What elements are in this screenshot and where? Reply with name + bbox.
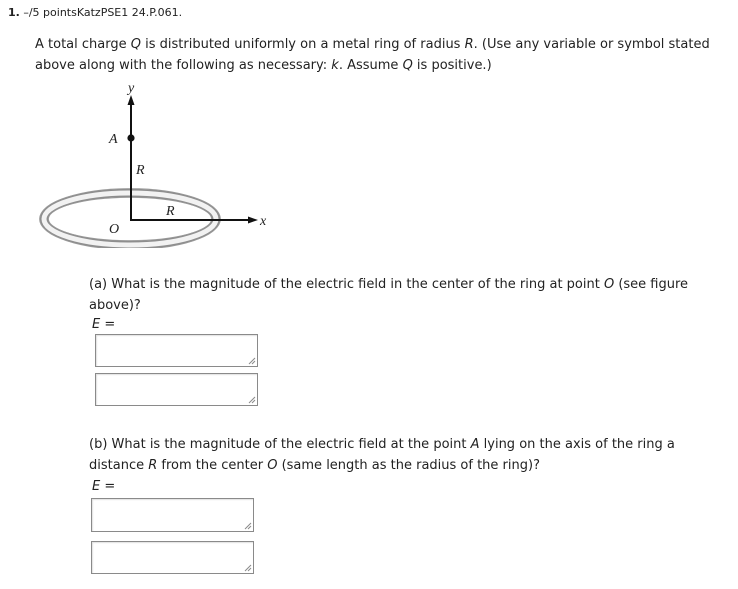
question-text: (same length as the radius of the ring)?: [277, 458, 540, 473]
var-O: O: [603, 277, 615, 292]
point-A-label: A: [109, 132, 118, 147]
question-text: (see figure above)?: [89, 277, 689, 313]
radius-horizontal-label: R: [166, 204, 175, 219]
intro-text: . Assume: [338, 58, 403, 73]
y-axis-label: y: [128, 81, 135, 96]
intro-text: is positive.): [412, 58, 492, 73]
part-a-answer-label: [92, 317, 115, 332]
var-Q: Q: [130, 37, 141, 52]
question-text: (b) What is the magnitude of the electric field at the point: [89, 437, 471, 452]
var-R: R: [148, 458, 158, 473]
radius-vertical-label: R: [136, 163, 145, 178]
var-A: A: [470, 437, 480, 452]
intro-text: . (Use any variable or symbol stated above along with the following as necessary:: [35, 37, 710, 73]
equals-sign: =: [100, 479, 116, 494]
var-Q: Q: [402, 58, 413, 73]
ring-figure: [36, 76, 296, 248]
resize-grip-icon[interactable]: [244, 564, 252, 572]
resize-grip-icon[interactable]: [244, 522, 252, 530]
origin-label: O: [109, 222, 120, 237]
point-A: [127, 134, 134, 141]
question-header: [8, 6, 182, 19]
resize-grip-icon[interactable]: [248, 357, 256, 365]
part-b-answer-input[interactable]: [91, 498, 254, 532]
resize-grip-icon[interactable]: [248, 396, 256, 404]
equals-sign: =: [100, 317, 116, 332]
var-R: R: [464, 37, 474, 52]
x-axis-arrow: [248, 217, 258, 224]
question-text: lying on the axis of the ring a distance: [89, 437, 675, 473]
part-b-question: [89, 434, 709, 476]
intro-text: is distributed uniformly on a metal ring of radius: [140, 37, 465, 52]
part-b-answer-label: [92, 479, 115, 494]
part-b-units-input[interactable]: [91, 541, 254, 574]
var-E: E: [92, 479, 101, 494]
question-source: KatzPSE1 24.P.061.: [76, 6, 183, 19]
var-E: E: [92, 317, 101, 332]
question-number: 1.: [8, 6, 20, 19]
problem-statement: [35, 34, 725, 76]
question-text: from the center: [157, 458, 268, 473]
var-O: O: [267, 458, 278, 473]
x-axis-label: x: [260, 214, 267, 229]
part-a-units-input[interactable]: [95, 373, 258, 406]
intro-text: A total charge: [35, 37, 131, 52]
points-label: –/5 points: [23, 6, 77, 19]
part-a-answer-input[interactable]: [95, 334, 258, 367]
var-k: k: [331, 58, 339, 73]
part-a-question: [89, 274, 709, 316]
question-text: (a) What is the magnitude of the electric field in the center of the ring at point: [89, 277, 604, 292]
y-axis-arrow: [128, 95, 135, 105]
